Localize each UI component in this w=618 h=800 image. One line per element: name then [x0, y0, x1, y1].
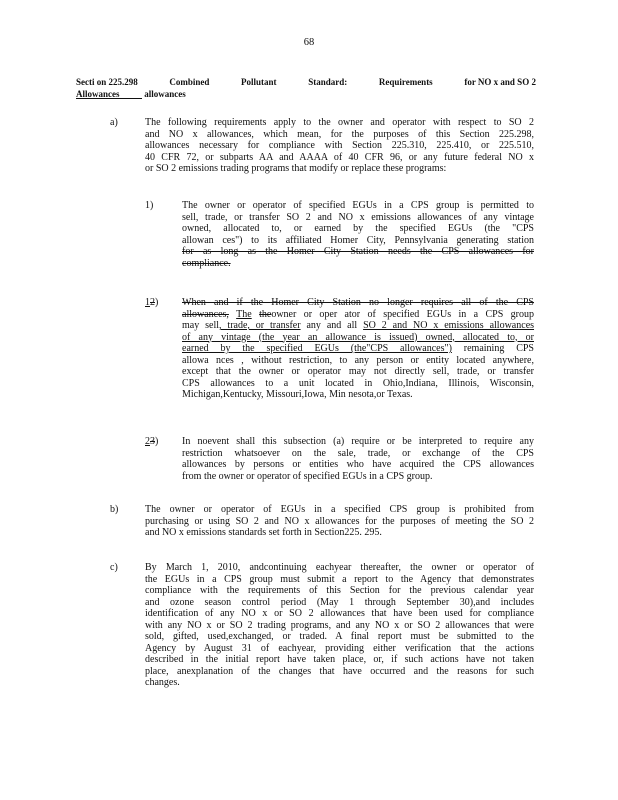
struck-word: allowances,: [182, 308, 229, 320]
text-line: place, anexplanation of the changes that have occurred and the reasons for such: [145, 665, 534, 677]
text-line: from the owner or operator of specified EGUs in a CPS group.: [182, 470, 433, 482]
text-line: allowan ces") to its affiliated Homer City, Pennsylvania generating station: [182, 234, 534, 246]
text-line: the EGUs in a CPS group must submit a report to the Agency that demonstrates: [145, 573, 534, 585]
text-line: [182, 343, 534, 355]
text-line: owned, allocated to, or earned by the specified EGUs (the "CPS: [182, 223, 534, 234]
text-line: The owner or operator of specified EGUs in a CPS group is permitted to: [182, 200, 534, 211]
text-fragment: any and all: [306, 320, 358, 331]
text-line: allowances by persons or entities who have acquired the CPS allowances: [182, 459, 534, 470]
text-line: Agency by August 31 of eachyear, providing either verification that the actions: [145, 642, 534, 654]
text-line: and NO x emissions standards set forth in Section225. 295.: [145, 527, 382, 538]
text-fragment: may sell: [182, 320, 220, 331]
text-line: sold, gifted, used,exchanged, or traded. A final report must be submitted to the: [145, 631, 534, 642]
inserted-word: The: [236, 308, 252, 320]
text-line: 40 CFR 72, or subparts AA and AAAA of 40 CFR 96, or any future federal NO x: [145, 151, 534, 163]
heading-section-label: Secti on 225.298: [76, 77, 138, 87]
struck-word: the: [259, 308, 272, 320]
item-a1-text: [182, 200, 534, 269]
text-line: and ozone season control period (May 1 through September 30),and includes: [145, 596, 534, 608]
text-line: or SO 2 emissions trading programs that modify or replace these programs:: [145, 163, 447, 174]
text-line: The owner or operator of EGUs in a specified CPS group is prohibited from: [145, 504, 534, 515]
text-line: allowa nces , without restriction, to any person or entity located anywhere,: [182, 354, 534, 366]
heading-word: Pollutant: [241, 77, 277, 87]
heading-word: for NO x and SO 2: [464, 77, 536, 87]
heading-word: Standard:: [308, 77, 348, 87]
struck-line: compliance.: [182, 257, 231, 269]
item-a-label: a): [110, 117, 118, 128]
text-line: and NO x allowances, which mean, for the purposes of this Section 225.298,: [145, 128, 534, 140]
text-line: By March 1, 2010, andcontinuing eachyear thereafter, the owner or operator of: [145, 562, 534, 573]
heading-word: Requirements: [378, 77, 433, 87]
heading-inserted-word: Allowances: [76, 89, 120, 99]
inserted-line: of any vintage (the year an allowance is issued) owned, allocated to, or: [182, 331, 534, 343]
label-inserted: 2: [145, 436, 150, 447]
struck-line: When and if the Homer City Station no longer requires all of the CPS: [182, 297, 534, 308]
item-b-text: [145, 504, 534, 539]
inserted-phrase: SO 2 and NO x emissions allowances: [363, 320, 535, 331]
text-line: In noevent shall this subsection (a) require or be interpreted to require any: [182, 436, 534, 447]
text-line: described in the initial report have taken place, or, if such actions have not taken: [145, 654, 534, 665]
label-inserted: 1: [145, 297, 150, 308]
text-line: sell, trade, or transfer SO 2 and NO x emissions allowances of any vintage: [182, 211, 534, 223]
text-line: purchasing or using SO 2 and NO x allowances for the purposes of meeting the SO 2: [145, 515, 534, 527]
text-line: changes.: [145, 677, 180, 688]
item-a1-label: 1): [145, 200, 154, 211]
inserted-phrase: , trade, or transfer: [219, 320, 301, 331]
text-line: [182, 309, 534, 321]
heading-word: Combined: [169, 77, 210, 87]
text-line: restriction whatsoever on the sale, trade, or exchange of the CPS: [182, 447, 534, 459]
text-line: except that the owner or operator may not directly sell, trade, or transfer: [182, 366, 534, 377]
struck-line: for as long as the Homer City Station needs the CPS allowances for: [182, 246, 534, 257]
item-a2-text: [182, 297, 534, 401]
item-b-label: b): [110, 504, 119, 515]
item-a2-label: [145, 297, 158, 309]
text-line: The following requirements apply to the owner and operator with respect to SO 2: [145, 117, 534, 128]
label-struck: 2: [150, 297, 155, 308]
text-line: with any NO x or SO 2 trading programs, and any NO x or SO 2 allowances that were: [145, 619, 534, 631]
text-fragment: owner or oper ator of specified EGUs in a CPS group: [271, 308, 535, 320]
text-fragment: remaining CPS: [463, 343, 534, 354]
text-line: Michigan,Kentucky, Missouri,Iowa, Min nesota,or Texas.: [182, 389, 413, 400]
item-a3-text: [182, 436, 534, 482]
text-line: compliance with the requirements of this Section for the previous calendar year: [145, 585, 534, 596]
inserted-phrase: earned by the specified EGUs (the"CPS allowances"): [182, 343, 452, 354]
item-a3-label: [145, 436, 158, 448]
text-line: [182, 320, 534, 332]
page-number: 68: [303, 37, 315, 48]
label-paren: ): [155, 436, 159, 447]
section-heading: [76, 76, 536, 100]
text-line: identification of any NO x or SO 2 allowances that have been used for compliance: [145, 608, 534, 619]
item-a-text: [145, 117, 534, 175]
item-c-text: [145, 562, 534, 689]
label-struck: 3: [150, 436, 155, 447]
item-c-label: c): [110, 562, 118, 573]
label-paren: ): [155, 297, 159, 308]
text-line: allowances necessary for compliance with Section 225.310, 225.410, or 225.510,: [145, 140, 534, 151]
text-line: CPS allowances to a unit located in Ohio,Indiana, Illinois, Wisconsin,: [182, 377, 534, 389]
heading-old-word: allowances: [144, 89, 186, 99]
